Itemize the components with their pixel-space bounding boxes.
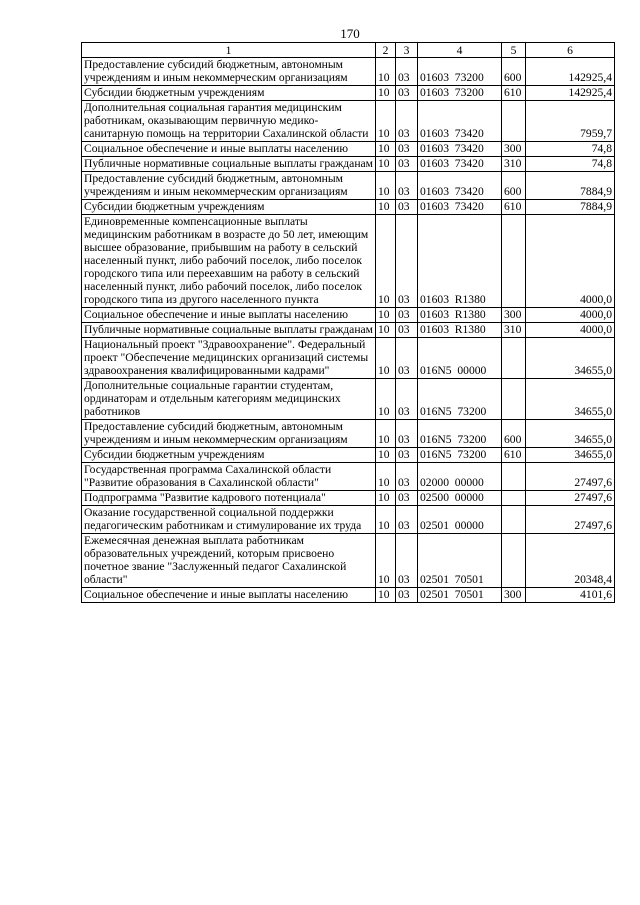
row-amount: 4000,0 <box>526 308 615 323</box>
row-section: 10 <box>376 200 396 215</box>
table-row <box>82 200 615 215</box>
row-amount: 4000,0 <box>526 323 615 338</box>
row-expense-type: 310 <box>502 157 526 172</box>
row-expense-type: 300 <box>502 308 526 323</box>
row-section: 10 <box>376 420 396 448</box>
row-expense-type <box>502 491 526 506</box>
row-amount: 7959,7 <box>526 101 615 142</box>
header-col-5: 5 <box>502 43 526 58</box>
row-target-article: 02501 00000 <box>418 506 502 534</box>
row-subsection: 03 <box>396 172 418 200</box>
row-target-article: 016N5 73200 <box>418 379 502 420</box>
row-section: 10 <box>376 463 396 491</box>
row-expense-type: 310 <box>502 323 526 338</box>
row-name: Оказание государственной социальной поддержки педагогическим работникам и стимулирование их труда <box>82 506 376 534</box>
row-expense-type: 300 <box>502 588 526 603</box>
row-name: Единовременные компенсационные выплаты медицинским работникам в возрасте до 50 лет, имеющим высшее образование, прибывшим на работу в сельский населенный пункт, либо рабочий поселок, либо поселок городского типа или переехавшим на работу в сельский населенный пункт, либо рабочий поселок, либо поселок городского типа из другого населенного пункта <box>82 215 376 308</box>
row-amount: 142925,4 <box>526 58 615 86</box>
row-subsection: 03 <box>396 308 418 323</box>
row-subsection: 03 <box>396 58 418 86</box>
row-name: Подпрограмма "Развитие кадрового потенциала" <box>82 491 376 506</box>
row-expense-type <box>502 534 526 588</box>
row-expense-type <box>502 506 526 534</box>
table-row <box>82 491 615 506</box>
row-section: 10 <box>376 491 396 506</box>
row-name: Субсидии бюджетным учреждениям <box>82 448 376 463</box>
row-subsection: 03 <box>396 463 418 491</box>
row-section: 10 <box>376 379 396 420</box>
row-expense-type <box>502 463 526 491</box>
header-col-2: 2 <box>376 43 396 58</box>
row-expense-type <box>502 101 526 142</box>
row-subsection: 03 <box>396 420 418 448</box>
table-row <box>82 463 615 491</box>
table-row <box>82 588 615 603</box>
row-amount: 34655,0 <box>526 379 615 420</box>
header-col-6: 6 <box>526 43 615 58</box>
row-target-article: 01603 73420 <box>418 142 502 157</box>
table-row <box>82 338 615 379</box>
table-row <box>82 157 615 172</box>
row-amount: 7884,9 <box>526 200 615 215</box>
row-name: Предоставление субсидий бюджетным, автономным учреждениям и иным некоммерческим организациям <box>82 172 376 200</box>
row-amount: 27497,6 <box>526 463 615 491</box>
row-amount: 20348,4 <box>526 534 615 588</box>
row-name: Государственная программа Сахалинской области "Развитие образования в Сахалинской области" <box>82 463 376 491</box>
row-amount: 4101,6 <box>526 588 615 603</box>
header-col-1: 1 <box>82 43 376 58</box>
row-target-article: 01603 73200 <box>418 86 502 101</box>
row-target-article: 02501 70501 <box>418 588 502 603</box>
row-section: 10 <box>376 86 396 101</box>
row-target-article: 016N5 73200 <box>418 448 502 463</box>
row-target-article: 016N5 00000 <box>418 338 502 379</box>
row-name: Дополнительная социальная гарантия медицинским работникам, оказывающим первичную медико-санитарную помощь на территории Сахалинской области <box>82 101 376 142</box>
row-amount: 34655,0 <box>526 338 615 379</box>
table-row <box>82 323 615 338</box>
row-expense-type: 300 <box>502 142 526 157</box>
row-target-article: 01603 R1380 <box>418 308 502 323</box>
row-name: Дополнительные социальные гарантии студентам, ординаторам и отдельным категориям медицинских работников <box>82 379 376 420</box>
row-subsection: 03 <box>396 142 418 157</box>
row-name: Субсидии бюджетным учреждениям <box>82 86 376 101</box>
row-target-article: 01603 73420 <box>418 101 502 142</box>
row-amount: 7884,9 <box>526 172 615 200</box>
row-name: Субсидии бюджетным учреждениям <box>82 200 376 215</box>
row-subsection: 03 <box>396 506 418 534</box>
table-header-row <box>82 43 615 58</box>
row-name: Ежемесячная денежная выплата работникам образовательных учреждений, которым присвоено почетное звание "Заслуженный педагог Сахалинской области" <box>82 534 376 588</box>
table-row <box>82 379 615 420</box>
table-row <box>82 215 615 308</box>
row-amount: 27497,6 <box>526 491 615 506</box>
row-amount: 74,8 <box>526 142 615 157</box>
row-target-article: 01603 R1380 <box>418 323 502 338</box>
header-col-4: 4 <box>418 43 502 58</box>
row-target-article: 01603 R1380 <box>418 215 502 308</box>
row-amount: 34655,0 <box>526 420 615 448</box>
row-section: 10 <box>376 338 396 379</box>
row-expense-type: 610 <box>502 86 526 101</box>
row-section: 10 <box>376 172 396 200</box>
row-amount: 4000,0 <box>526 215 615 308</box>
table-row <box>82 86 615 101</box>
row-amount: 142925,4 <box>526 86 615 101</box>
row-subsection: 03 <box>396 448 418 463</box>
row-section: 10 <box>376 215 396 308</box>
row-subsection: 03 <box>396 86 418 101</box>
table-row <box>82 58 615 86</box>
row-name: Социальное обеспечение и иные выплаты населению <box>82 308 376 323</box>
row-section: 10 <box>376 157 396 172</box>
row-subsection: 03 <box>396 101 418 142</box>
row-subsection: 03 <box>396 215 418 308</box>
row-section: 10 <box>376 448 396 463</box>
row-subsection: 03 <box>396 534 418 588</box>
row-subsection: 03 <box>396 323 418 338</box>
table-row <box>82 448 615 463</box>
row-section: 10 <box>376 506 396 534</box>
table-row <box>82 172 615 200</box>
row-target-article: 02000 00000 <box>418 463 502 491</box>
row-expense-type: 610 <box>502 448 526 463</box>
row-section: 10 <box>376 58 396 86</box>
row-section: 10 <box>376 101 396 142</box>
row-amount: 74,8 <box>526 157 615 172</box>
row-target-article: 02500 00000 <box>418 491 502 506</box>
row-amount: 34655,0 <box>526 448 615 463</box>
row-section: 10 <box>376 308 396 323</box>
table-row <box>82 101 615 142</box>
table-row <box>82 142 615 157</box>
row-target-article: 01603 73200 <box>418 58 502 86</box>
row-name: Социальное обеспечение и иные выплаты населению <box>82 588 376 603</box>
row-name: Публичные нормативные социальные выплаты гражданам <box>82 157 376 172</box>
row-target-article: 01603 73420 <box>418 172 502 200</box>
row-expense-type <box>502 338 526 379</box>
row-section: 10 <box>376 323 396 338</box>
row-expense-type <box>502 379 526 420</box>
table-row <box>82 420 615 448</box>
row-section: 10 <box>376 142 396 157</box>
table-row <box>82 534 615 588</box>
row-target-article: 01603 73420 <box>418 200 502 215</box>
row-subsection: 03 <box>396 491 418 506</box>
row-section: 10 <box>376 534 396 588</box>
row-subsection: 03 <box>396 200 418 215</box>
row-subsection: 03 <box>396 588 418 603</box>
row-expense-type: 600 <box>502 172 526 200</box>
row-expense-type: 600 <box>502 420 526 448</box>
row-expense-type: 600 <box>502 58 526 86</box>
row-subsection: 03 <box>396 157 418 172</box>
row-name: Предоставление субсидий бюджетным, автономным учреждениям и иным некоммерческим организациям <box>82 58 376 86</box>
row-expense-type <box>502 215 526 308</box>
row-amount: 27497,6 <box>526 506 615 534</box>
header-col-3: 3 <box>396 43 418 58</box>
table-row <box>82 506 615 534</box>
row-target-article: 01603 73420 <box>418 157 502 172</box>
table-row <box>82 308 615 323</box>
row-section: 10 <box>376 588 396 603</box>
row-name: Национальный проект "Здравоохранение". Федеральный проект "Обеспечение медицинских организаций системы здравоохранения квалифицированными кадрами" <box>82 338 376 379</box>
row-subsection: 03 <box>396 379 418 420</box>
row-name: Публичные нормативные социальные выплаты гражданам <box>82 323 376 338</box>
row-expense-type: 610 <box>502 200 526 215</box>
budget-table <box>81 42 615 603</box>
row-target-article: 02501 70501 <box>418 534 502 588</box>
page-number: 170 <box>340 26 360 41</box>
row-name: Предоставление субсидий бюджетным, автономным учреждениям и иным некоммерческим организациям <box>82 420 376 448</box>
row-target-article: 016N5 73200 <box>418 420 502 448</box>
row-name: Социальное обеспечение и иные выплаты населению <box>82 142 376 157</box>
row-subsection: 03 <box>396 338 418 379</box>
